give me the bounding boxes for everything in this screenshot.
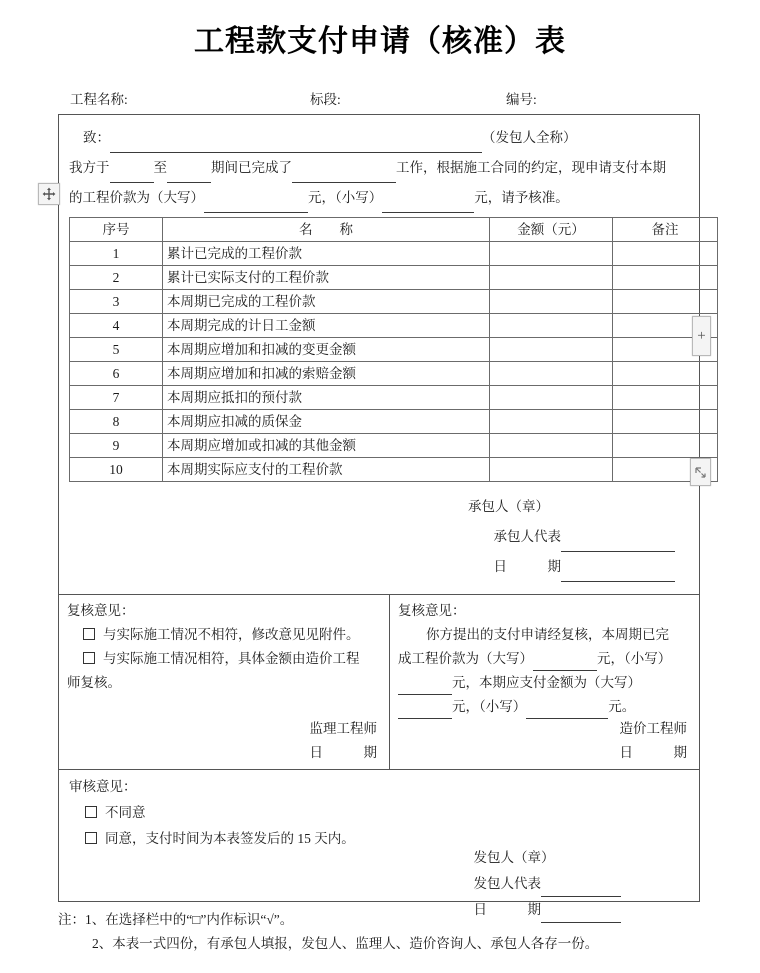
cell-remark[interactable] <box>613 434 718 458</box>
cell-amount[interactable] <box>490 314 613 338</box>
audit-title: 审核意见： <box>69 779 137 794</box>
period-from-text: 我方于 <box>69 160 110 175</box>
cost-amount-words-text: 成工程价款为（大写） <box>397 651 533 666</box>
contractor-signature-block <box>59 492 689 582</box>
table-row <box>70 290 718 314</box>
payment-items-table <box>69 217 718 482</box>
add-column-button[interactable]: + <box>692 316 711 356</box>
table-header-row <box>70 218 718 242</box>
amount-line <box>69 183 689 213</box>
page-title: 工程款支付申请（核准）表 <box>194 25 566 58</box>
employer-date-label: 日 期 <box>473 902 541 917</box>
cell-amount[interactable] <box>490 458 613 482</box>
cost-engineer-signature-block <box>620 717 688 765</box>
cost-review-line-2 <box>398 647 691 671</box>
table-row <box>70 314 718 338</box>
cell-name: 本周期应扣减的质保金 <box>163 410 490 434</box>
cell-amount[interactable] <box>490 242 613 266</box>
move-handle-icon[interactable] <box>38 183 60 205</box>
cell-name: 累计已实际支付的工程价款 <box>163 266 490 290</box>
form-frame <box>58 114 700 917</box>
contractor-rep-input[interactable] <box>561 535 675 552</box>
employer-full-name-hint: （发包人全称） <box>482 130 577 145</box>
cell-name: 本周期已完成的工程价款 <box>163 290 490 314</box>
employer-seal-label: 发包人（章） <box>473 850 555 865</box>
audit-opinion-section <box>59 769 699 931</box>
cost-engineer-date-label: 日 期 <box>619 745 687 760</box>
contractor-seal-label: 承包人（章） <box>468 499 549 514</box>
supervisor-option-1[interactable] <box>67 623 381 647</box>
approve-request-text: 元，请予核准。 <box>474 190 569 205</box>
amount-words-text: 的工程价款为（大写） <box>69 190 204 205</box>
review-opinion-band <box>59 594 699 769</box>
audit-option-agree-label: 同意，支付时间为本表签发后的 15 天内。 <box>105 831 355 846</box>
audit-option-disagree-label: 不同意 <box>105 805 146 820</box>
cell-amount[interactable] <box>490 362 613 386</box>
cell-remark[interactable] <box>613 386 718 410</box>
contractor-rep-label: 承包人代表 <box>493 529 561 544</box>
cell-no: 3 <box>70 290 163 314</box>
cell-name: 本周期完成的计日工金额 <box>163 314 490 338</box>
cost-amount-figures-text: 元，（小写） <box>596 651 672 666</box>
cell-amount[interactable] <box>490 338 613 362</box>
cost-review-line-4 <box>398 695 691 719</box>
table-row <box>70 458 718 482</box>
cost-payable-words-text: 元，本期应支付金额为（大写） <box>451 675 641 690</box>
cost-amount-figures-input[interactable] <box>398 678 452 695</box>
contractor-seal-row <box>59 492 675 522</box>
project-name-label: 工程名称: <box>70 92 128 107</box>
addressee-label: 致： <box>83 130 110 145</box>
cell-no: 7 <box>70 386 163 410</box>
column-header-no: 序号 <box>70 218 163 242</box>
column-header-remark: 备注 <box>613 218 718 242</box>
period-line <box>69 153 689 183</box>
resize-handle-icon[interactable] <box>690 458 711 486</box>
addressee-input[interactable] <box>110 136 482 153</box>
table-row <box>70 434 718 458</box>
cell-no: 6 <box>70 362 163 386</box>
note-line-2: 2、本表一式四份，有承包人填报，发包人、监理人、造价咨询人、承包人各存一份。 <box>92 936 599 951</box>
cost-review-line-3 <box>398 671 691 695</box>
cell-name: 累计已完成的工程价款 <box>163 242 490 266</box>
cell-remark[interactable] <box>613 290 718 314</box>
cell-no: 9 <box>70 434 163 458</box>
contractor-rep-row <box>59 522 675 552</box>
amount-words-input[interactable] <box>204 196 308 213</box>
period-start-input[interactable] <box>110 166 154 183</box>
checkbox-icon[interactable] <box>85 806 97 818</box>
cost-review-end-text: 元。 <box>608 699 636 714</box>
cell-name: 本周期实际应支付的工程价款 <box>163 458 490 482</box>
employer-rep-label: 发包人代表 <box>473 876 541 891</box>
cell-remark[interactable] <box>613 242 718 266</box>
table-row <box>70 242 718 266</box>
cell-amount[interactable] <box>490 386 613 410</box>
cell-no: 8 <box>70 410 163 434</box>
supervisor-option-2-label: 与实际施工情况相符，具体金额由造价工程 <box>103 651 360 666</box>
form-header-labels <box>58 90 700 110</box>
supervisor-option-2-continued: 师复核。 <box>67 675 121 690</box>
contractor-date-input[interactable] <box>561 565 675 582</box>
form-notes <box>58 908 748 956</box>
cell-remark[interactable] <box>613 266 718 290</box>
cost-engineer-review-section <box>390 595 699 769</box>
checkbox-icon[interactable] <box>85 832 97 844</box>
cell-no: 4 <box>70 314 163 338</box>
table-row <box>70 386 718 410</box>
cost-payable-words-input[interactable] <box>398 702 452 719</box>
cell-remark[interactable] <box>613 362 718 386</box>
note-line-1: 注：1、在选择栏中的“□”内作标识“√”。 <box>58 912 294 927</box>
contract-clause-text: 工作，根据施工合同的约定，现申请支付本期 <box>396 160 666 175</box>
cell-no: 2 <box>70 266 163 290</box>
checkbox-icon[interactable] <box>83 652 95 664</box>
cell-amount[interactable] <box>490 410 613 434</box>
cost-review-title: 复核意见： <box>397 603 466 618</box>
cost-review-line-1: 你方提出的支付申请经复核，本周期已完 <box>425 627 669 642</box>
column-header-amount: 金额（元） <box>490 218 613 242</box>
cost-engineer-label: 造价工程师 <box>619 721 687 736</box>
column-header-name: 名 称 <box>163 218 490 242</box>
employer-rep-row <box>474 871 622 897</box>
table-row <box>70 338 718 362</box>
cell-amount[interactable] <box>490 266 613 290</box>
supervisor-option-2[interactable] <box>67 647 381 671</box>
number-label: 编号: <box>506 92 537 107</box>
cost-payable-figures-input[interactable] <box>526 702 608 719</box>
supervisor-option-1-label: 与实际施工情况不相符，修改意见见附件。 <box>103 627 360 642</box>
application-statement <box>59 115 699 213</box>
addressee-line <box>69 123 689 153</box>
supervisor-review-section <box>59 595 390 769</box>
cell-remark[interactable] <box>613 410 718 434</box>
table-row <box>70 410 718 434</box>
cell-amount[interactable] <box>490 434 613 458</box>
cell-no: 10 <box>70 458 163 482</box>
cell-no: 1 <box>70 242 163 266</box>
supervisor-review-title: 复核意见： <box>67 603 135 618</box>
checkbox-icon[interactable] <box>83 628 95 640</box>
completed-text: 期间已完成了 <box>211 160 292 175</box>
supervisor-signature-block <box>309 717 377 765</box>
cost-amount-words-input[interactable] <box>533 654 597 671</box>
cell-amount[interactable] <box>490 290 613 314</box>
period-to-text: 至 <box>153 160 167 175</box>
cell-name: 本周期应增加或扣减的其他金额 <box>163 434 490 458</box>
cost-payable-figures-text: 元，（小写） <box>451 699 527 714</box>
table-row <box>70 266 718 290</box>
amount-figures-text: 元，（小写） <box>308 190 383 205</box>
contractor-date-row <box>59 552 675 582</box>
cell-name: 本周期应增加和扣减的索赔金额 <box>163 362 490 386</box>
employer-rep-input[interactable] <box>541 880 621 897</box>
amount-figures-input[interactable] <box>382 196 474 213</box>
cell-no: 5 <box>70 338 163 362</box>
period-end-input[interactable] <box>167 166 211 183</box>
cell-name: 本周期应抵扣的预付款 <box>163 386 490 410</box>
section-label: 标段: <box>310 92 341 107</box>
cell-name: 本周期应增加和扣减的变更金额 <box>163 338 490 362</box>
supervisor-engineer-label: 监理工程师 <box>309 721 377 736</box>
contractor-date-label: 日 期 <box>493 559 561 574</box>
table-row <box>70 362 718 386</box>
audit-option-disagree[interactable] <box>69 800 689 826</box>
work-content-input[interactable] <box>292 166 396 183</box>
supervisor-date-label: 日 期 <box>309 745 377 760</box>
